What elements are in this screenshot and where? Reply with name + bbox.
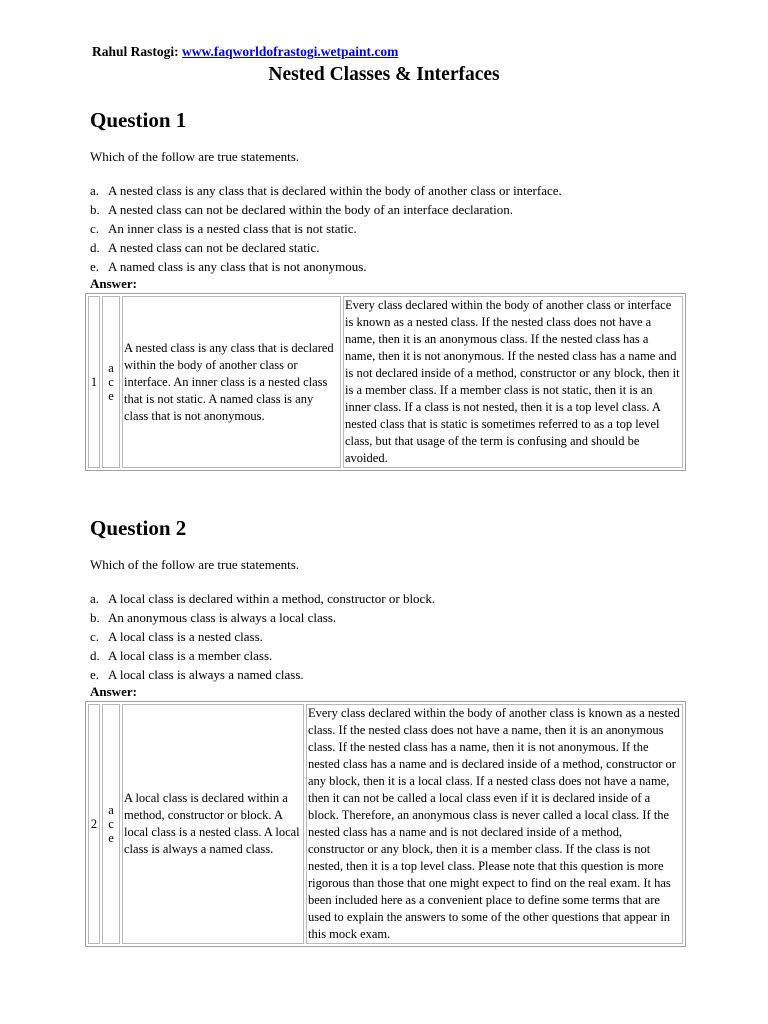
answer-letters — [102, 296, 120, 468]
question-2-answer-table — [85, 701, 686, 947]
option-letter: a. — [90, 183, 100, 198]
question-2-answer-label: Answer: — [90, 684, 137, 699]
question-1-options — [90, 181, 690, 276]
question-2-options — [90, 589, 690, 684]
author-line — [92, 44, 398, 60]
answer-summary: A local class is declared within a method, constructor or block. A local class is a nested class. A local class is always a named class. — [122, 704, 304, 944]
option-text: A local class is a nested class. — [108, 629, 263, 644]
option-letter: c. — [90, 221, 100, 236]
question-1-prompt: Which of the follow are true statements. — [90, 149, 300, 164]
option-letter: b. — [90, 202, 100, 217]
option-letter: e. — [90, 259, 100, 274]
document-title: Nested Classes & Interfaces — [268, 64, 500, 85]
answer-letter: c — [108, 375, 114, 389]
answer-letter: c — [108, 817, 114, 831]
answer-summary: A nested class is any class that is declared within the body of another class or interface. An inner class is a nested class that is not static. A named class is any class that is not anonymous. — [122, 296, 341, 468]
answer-letter: a — [108, 361, 114, 375]
question-2-heading: Question 2 — [90, 516, 187, 540]
answer-letter: e — [108, 831, 114, 845]
author-website-link[interactable]: www.faqworldofrastogi.wetpaint.com — [182, 44, 399, 59]
answer-letters — [102, 704, 120, 944]
question-1-heading: Question 1 — [90, 108, 187, 132]
answer-letter: e — [108, 389, 114, 403]
option-text: A nested class is any class that is declared within the body of another class or interface. — [108, 183, 562, 198]
option-letter: d. — [90, 240, 100, 255]
option-letter: d. — [90, 648, 100, 663]
option-text: A nested class can not be declared static. — [108, 240, 320, 255]
option-text: A local class is always a named class. — [108, 667, 304, 682]
author-name: Rahul Rastogi: — [92, 44, 179, 59]
question-1-answer-table — [85, 293, 686, 471]
option-text: An anonymous class is always a local class. — [108, 610, 337, 625]
answer-explanation: Every class declared within the body of another class is known as a nested class. If the nested class does not have a name, then it is an anonymous class. If the nested class has a name, then it is not anonymous. If the nested class has a name and is declared inside of a method, constructor or any block, then it is a local class. If a nested class does not have a name, then it can not be called a local class even if it is declared inside of a block. Therefore, an anonymous class is never called a local class. If the nested class has a name and is not declared inside of a method, constructor or any block, then it is a member class. If the class is not nested, then it is a top level class. Please note that this question is more rigorous than those that one might expect to find on the real exam. It has been included here as a convenient place to define some terms that are used to explain the answers to some of the other questions that appear in this mock exam. — [306, 704, 683, 944]
option-item — [90, 608, 690, 627]
question-1-section — [90, 106, 690, 471]
option-item — [90, 181, 690, 200]
option-letter: e. — [90, 667, 100, 682]
option-text: A local class is a member class. — [108, 648, 273, 663]
option-text: An inner class is a nested class that is not static. — [108, 221, 357, 236]
option-item — [90, 219, 690, 238]
answer-letter: a — [108, 803, 114, 817]
option-text: A named class is any class that is not anonymous. — [108, 259, 367, 274]
option-text: A local class is declared within a method, constructor or block. — [108, 591, 436, 606]
option-item — [90, 646, 690, 665]
answer-number: 2 — [88, 704, 100, 944]
option-item — [90, 665, 690, 684]
option-item — [90, 627, 690, 646]
option-text: A nested class can not be declared within the body of an interface declaration. — [108, 202, 514, 217]
answer-row — [88, 704, 683, 944]
option-letter: a. — [90, 591, 100, 606]
question-1-answer-label: Answer: — [90, 276, 137, 291]
answer-row — [88, 296, 683, 468]
question-2-section — [90, 514, 690, 947]
option-item — [90, 238, 690, 257]
answer-explanation: Every class declared within the body of another class or interface is known as a nested class. If the nested class does not have a name, then it is an anonymous class. If the nested class has a name, then it is not anonymous. If the nested class has a name and is not declared inside of a method, constructor or any block, then it is a member class. If a member class is not static, then it is an inner class. If a class is not nested, then it is a top level class. A nested class that is static is sometimes referred to as a top level class, but that usage of the term is confusing and should be avoided. — [343, 296, 683, 468]
question-2-prompt: Which of the follow are true statements. — [90, 557, 300, 572]
option-letter: c. — [90, 629, 100, 644]
option-item — [90, 589, 690, 608]
option-item — [90, 257, 690, 276]
answer-number: 1 — [88, 296, 100, 468]
option-letter: b. — [90, 610, 100, 625]
option-item — [90, 200, 690, 219]
